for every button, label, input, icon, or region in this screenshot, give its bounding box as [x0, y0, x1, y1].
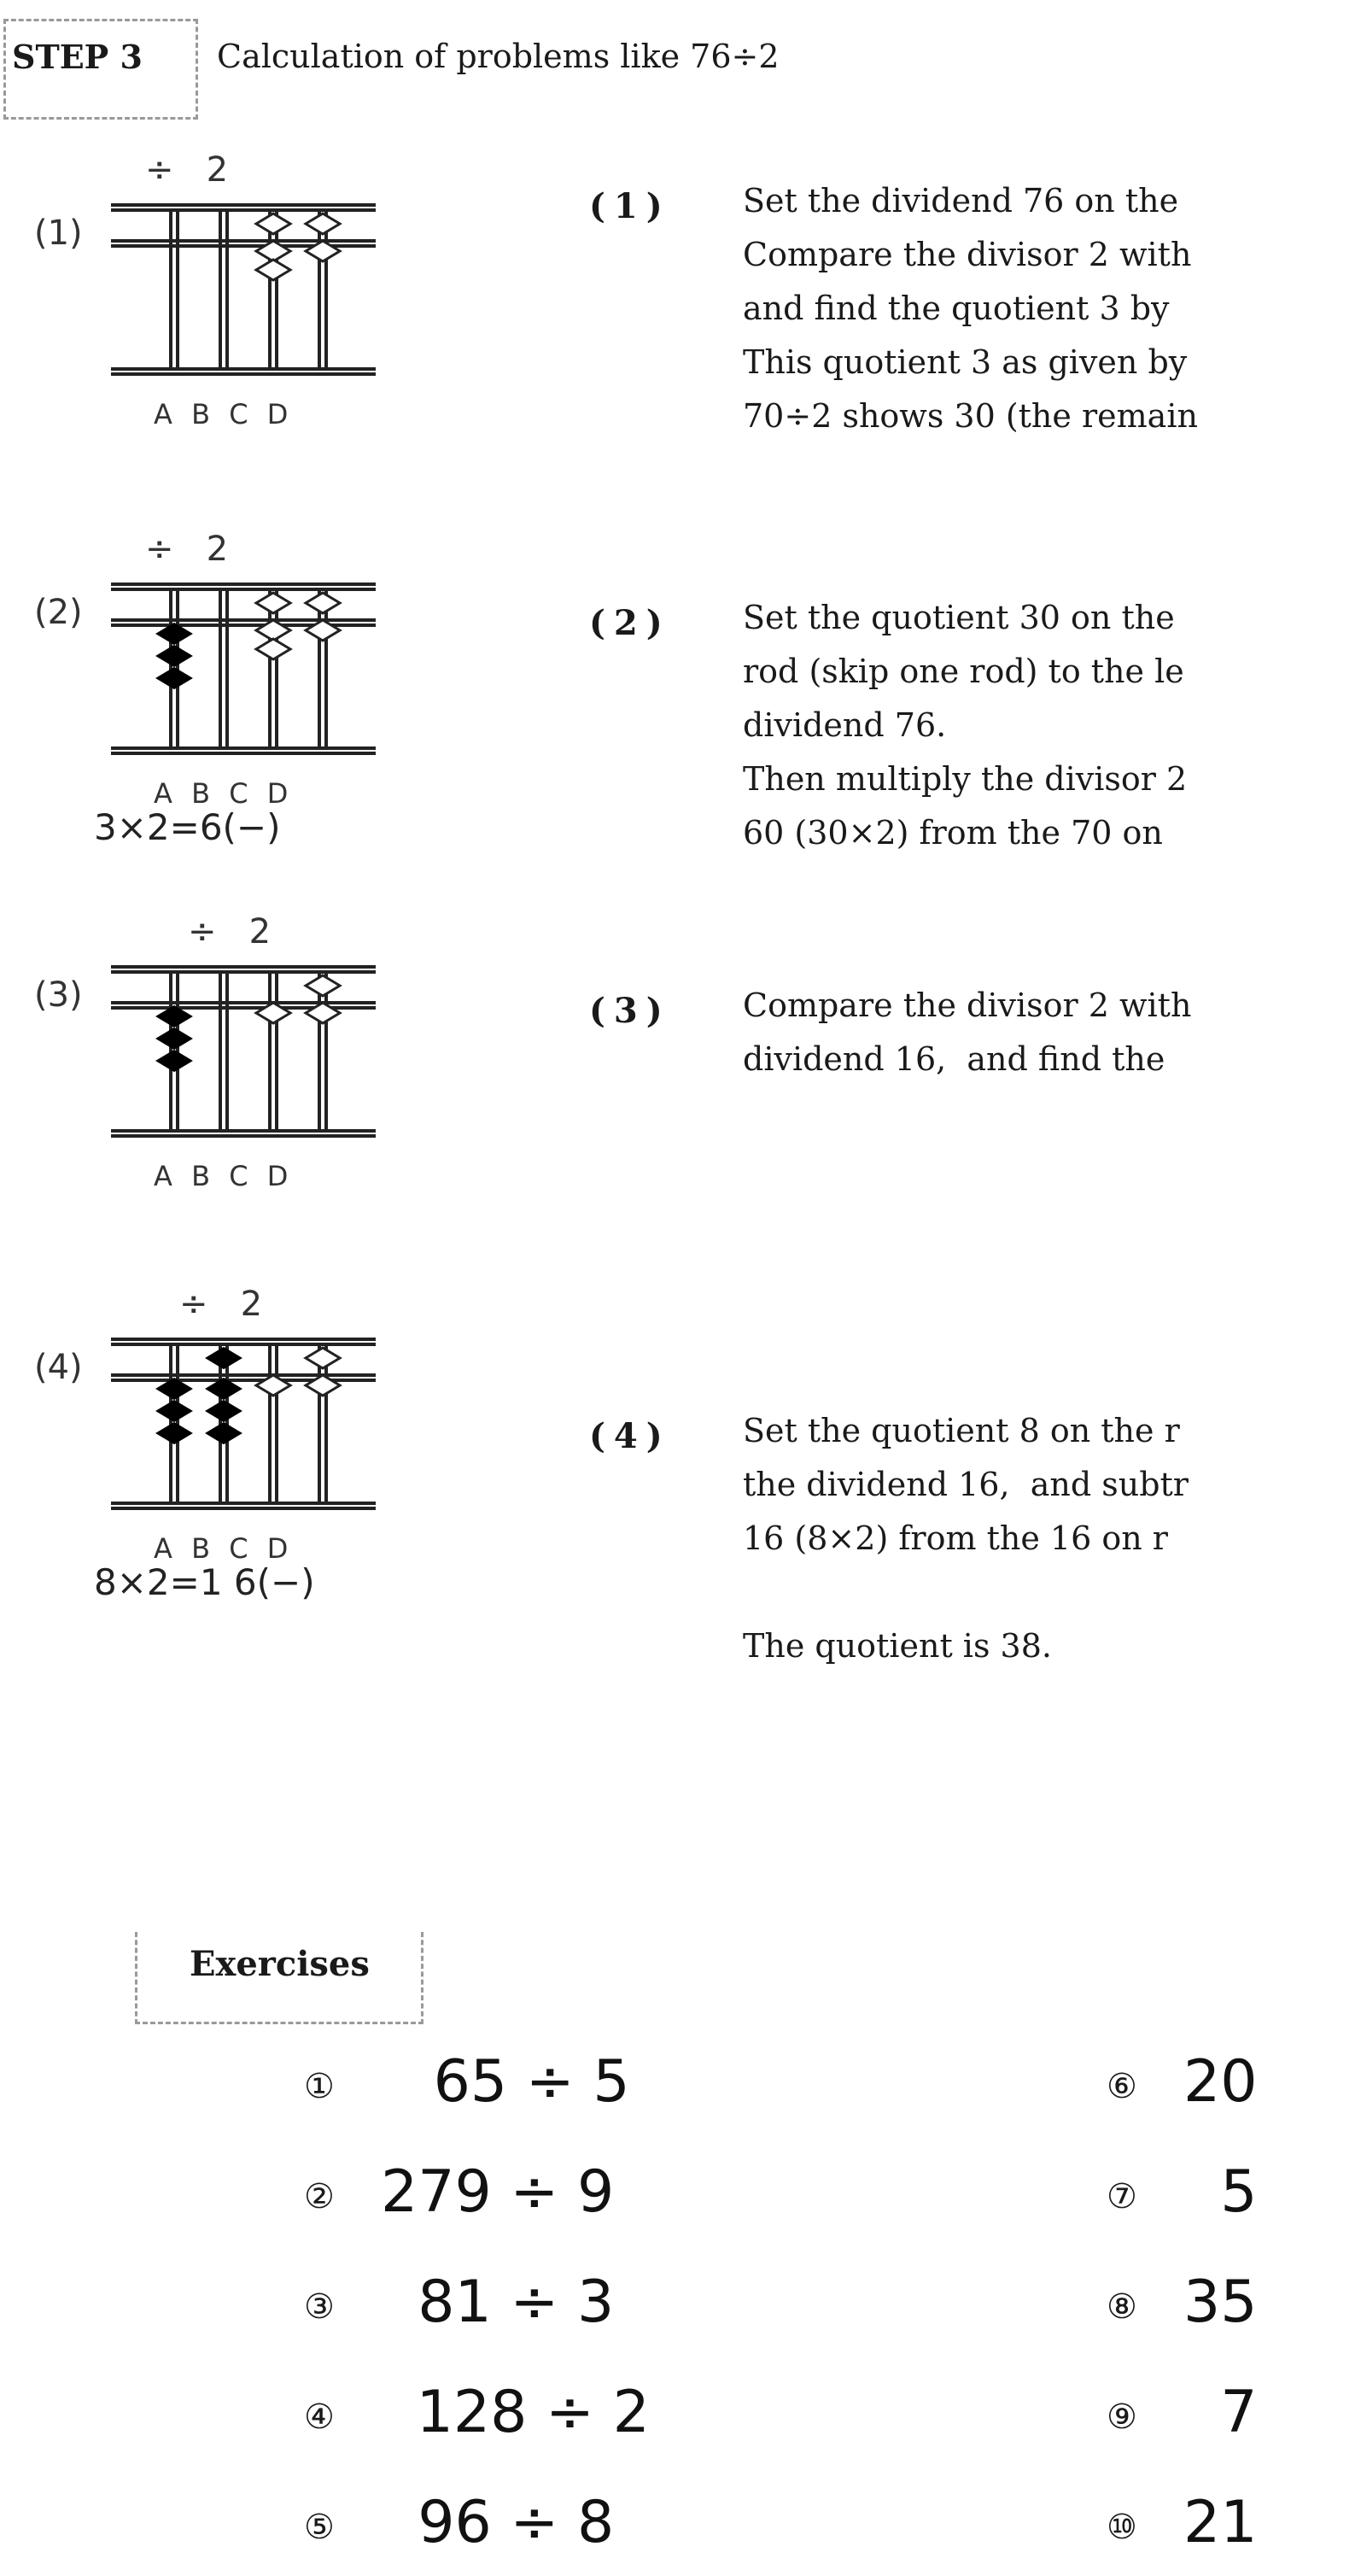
exercise-number: ⑧: [1107, 2287, 1137, 2327]
exercise-problem: 279 ÷ 9: [381, 2158, 615, 2226]
abacus-frame: [111, 198, 376, 395]
divisor-line: ÷ 2: [179, 1285, 263, 1324]
exercise-number: ⑩: [1107, 2508, 1137, 2547]
exercise-problem: 81 ÷ 3: [381, 2269, 615, 2336]
rod-labels: A B C D: [154, 1160, 294, 1192]
exercise-problem: 65 ÷ 5: [415, 2048, 630, 2116]
step-number: (4): [589, 1416, 671, 1456]
step-text: Set the quotient 30 on the rod (skip one rod) to the le dividend 76. Then multiply the divisor 2 60 (30×2) from the 70 on: [743, 599, 1188, 852]
divisor-line: ÷ 2: [145, 150, 229, 190]
exercise-number: ⑦: [1107, 2177, 1137, 2216]
rod-labels: A B C D: [154, 398, 294, 430]
step-number: (2): [589, 603, 671, 643]
figure-calculation: 8×2=1 6(−): [94, 1561, 315, 1603]
step-label: STEP 3: [12, 38, 143, 76]
page-title: Calculation of problems like 76÷2: [217, 38, 780, 75]
divisor-line: ÷ 2: [188, 912, 272, 951]
rod-labels: A B C D: [154, 777, 294, 810]
exercise-number: ②: [304, 2177, 335, 2216]
step-text: Set the dividend 76 on the Compare the divisor 2 with and find the quotient 3 by This quotient 3 as given by 70÷2 shows 30 (the remain: [743, 182, 1198, 435]
abacus-frame: [111, 960, 376, 1156]
step-text: Set the quotient 8 on the r the dividend 16, and subtr 16 (8×2) from the 16 on r The quotient is 38.: [743, 1412, 1189, 1665]
abacus-frame: [111, 577, 376, 774]
exercise-problem: 5: [1183, 2158, 1258, 2226]
step-number: (3): [589, 991, 671, 1031]
exercise-number: ⑨: [1107, 2397, 1137, 2437]
step-number: (1): [589, 186, 671, 226]
step-text: Compare the divisor 2 with dividend 16, and find the: [743, 986, 1192, 1078]
exercise-problem: 96 ÷ 8: [381, 2489, 615, 2556]
exercise-problem: 128 ÷ 2: [398, 2379, 650, 2446]
exercise-number: ⑤: [304, 2508, 335, 2547]
figure-label: (2): [34, 593, 83, 632]
exercise-number: ④: [304, 2397, 335, 2437]
exercise-problem: 20: [1183, 2048, 1258, 2116]
figure-calculation: 3×2=6(−): [94, 806, 281, 848]
rod-labels: A B C D: [154, 1532, 294, 1565]
exercise-problem: 35: [1183, 2269, 1258, 2336]
exercises-title: Exercises: [190, 1944, 370, 1984]
exercise-problem: 21: [1183, 2489, 1258, 2556]
exercise-problem: 7: [1183, 2379, 1258, 2446]
figure-label: (3): [34, 975, 83, 1015]
exercise-number: ⑥: [1107, 2067, 1137, 2106]
divisor-line: ÷ 2: [145, 530, 229, 569]
abacus-frame: [111, 1332, 376, 1529]
exercise-number: ①: [304, 2067, 335, 2106]
figure-label: (1): [34, 214, 83, 253]
figure-label: (4): [34, 1348, 83, 1387]
exercise-number: ③: [304, 2287, 335, 2327]
